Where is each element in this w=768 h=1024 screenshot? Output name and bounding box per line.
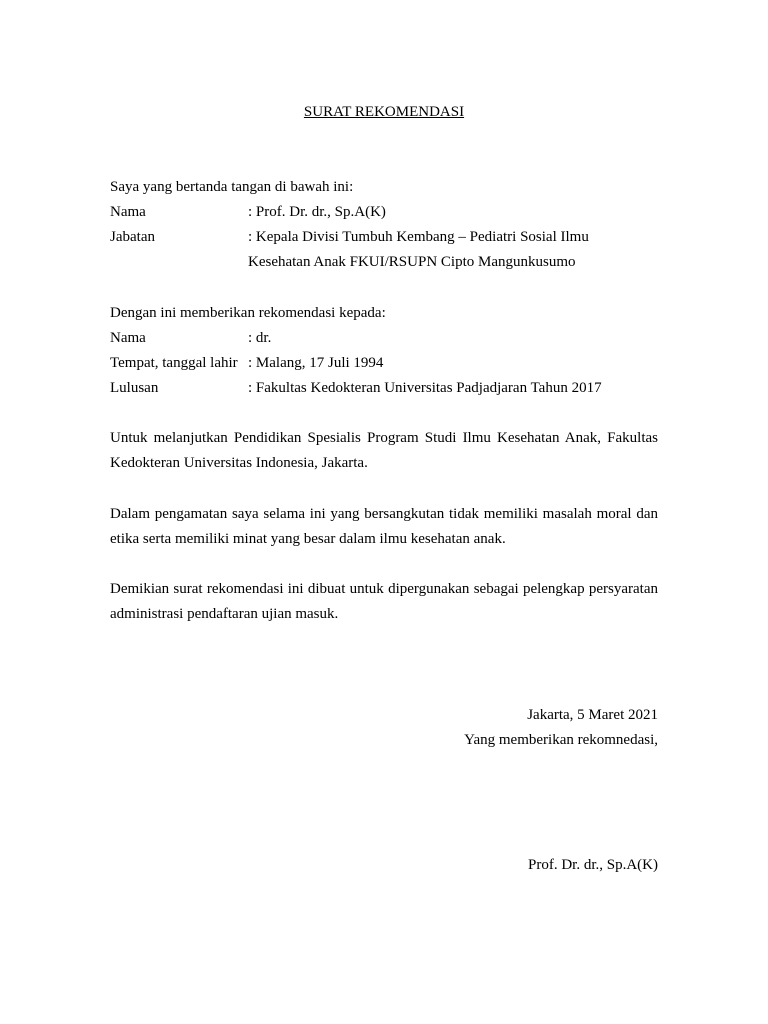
place-date: Jakarta, 5 Maret 2021 xyxy=(527,707,658,723)
candidate-graduate-row xyxy=(110,376,658,401)
signer-position-row-cont xyxy=(110,250,658,275)
paragraph-3-block xyxy=(110,577,658,627)
signer-name-row xyxy=(110,200,658,225)
candidate-birth-label: Tempat, tanggal lahir xyxy=(110,355,238,371)
closing-text: Yang memberikan rekomnedasi, xyxy=(464,732,658,748)
signer-name-value: : Prof. Dr. dr., Sp.A(K) xyxy=(248,204,386,220)
paragraph-3: Demikian surat rekomendasi ini dibuat untuk dipergunakan sebagai pelengkap persyaratan administrasi pendaftaran ujian masuk. xyxy=(110,581,658,622)
candidate-name-value: : dr. xyxy=(248,330,272,346)
candidate-birth-row xyxy=(110,351,658,376)
signer-block xyxy=(110,175,658,275)
candidate-name-label: Nama xyxy=(110,330,146,346)
signer-position-value-line1: : Kepala Divisi Tumbuh Kembang – Pediatri Sosial Ilmu xyxy=(248,229,589,245)
paragraph-1: Untuk melanjutkan Pendidikan Spesialis Program Studi Ilmu Kesehatan Anak, Fakultas Kedokteran Universitas Indonesia, Jakarta. xyxy=(110,430,658,471)
signer-position-label: Jabatan xyxy=(110,229,155,245)
paragraph-1-block xyxy=(110,426,658,476)
candidate-block xyxy=(110,301,658,401)
candidate-birth-value: : Malang, 17 Juli 1994 xyxy=(248,355,384,371)
candidate-graduate-label: Lulusan xyxy=(110,380,159,396)
recommend-intro: Dengan ini memberikan rekomendasi kepada: xyxy=(110,305,386,321)
paragraph-2-block xyxy=(110,502,658,552)
paragraph-2: Dalam pengamatan saya selama ini yang bersangkutan tidak memiliki masalah moral dan etika serta memiliki minat yang besar dalam ilmu kesehatan anak. xyxy=(110,506,658,547)
candidate-graduate-value: : Fakultas Kedokteran Universitas Padjadjaran Tahun 2017 xyxy=(248,380,602,396)
signature-name: Prof. Dr. dr., Sp.A(K) xyxy=(528,857,658,873)
signer-position-row xyxy=(110,225,658,250)
candidate-name-row xyxy=(110,326,658,351)
signer-name-label: Nama xyxy=(110,204,146,220)
signer-position-value-line2: Kesehatan Anak FKUI/RSUPN Cipto Mangunkusumo xyxy=(248,254,576,270)
letter-title: SURAT REKOMENDASI xyxy=(303,104,465,120)
intro-text: Saya yang bertanda tangan di bawah ini: xyxy=(110,179,354,195)
